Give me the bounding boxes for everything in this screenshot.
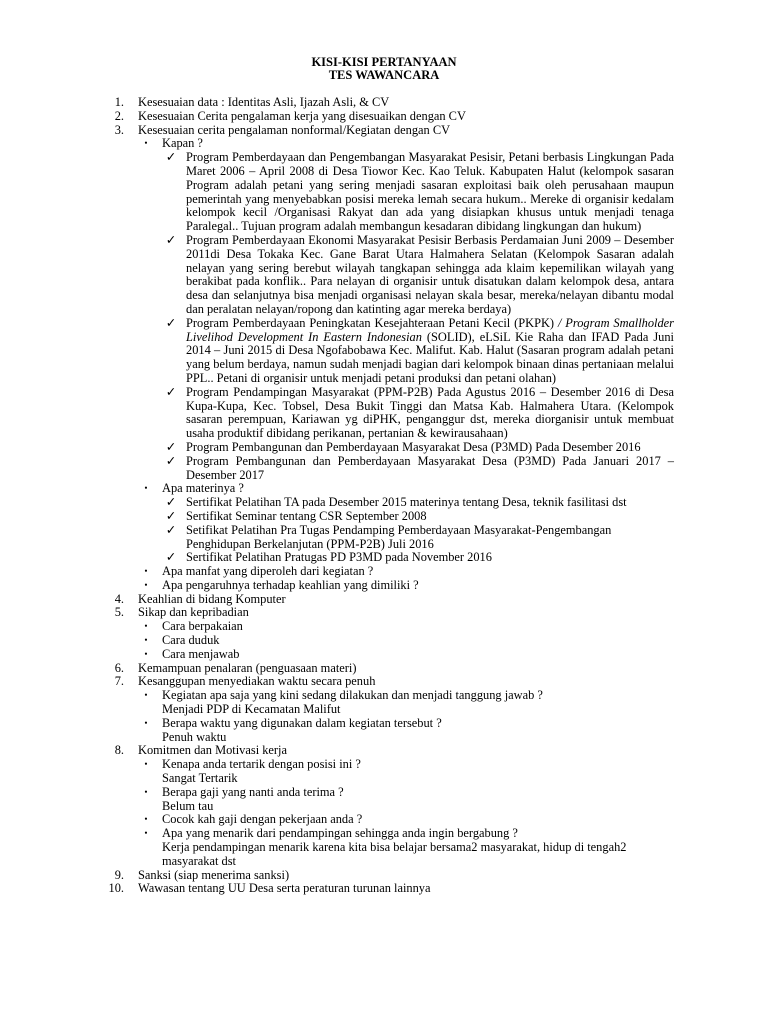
sub-list-item: • Cara berpakaian [112,620,674,634]
bullet-icon: • [144,717,148,728]
check-icon: ✓ [165,315,177,330]
document-title: KISI-KISI PERTANYAAN [311,55,457,69]
sub-list-item: • Apa materinya ? [112,482,674,496]
checklist-item: ✓ Sertifikat Seminar tentang CSR September 2008 [165,508,427,523]
check-icon: ✓ [165,522,177,537]
check-icon: ✓ [165,439,177,454]
checklist-item: ✓ Program Pembangunan dan Pemberdayaan Masyarakat Desa (P3MD) Pada Januari 2017 – Desember 2017 [165,453,674,482]
check-icon: ✓ [165,232,177,247]
checklist-item: ✓ Sertifikat Pelatihan Pratugas PD P3MD pada November 2016 [165,550,492,565]
checklist-item: ✓ Sertifikat Pelatihan TA pada Desember 2015 materinya tentang Desa, teknik fasilitasi dst [165,495,627,510]
check-icon: ✓ [165,495,177,510]
bullet-icon: • [144,690,148,701]
question-list [108,95,675,896]
sub-list-item: • Apa manfat yang diperoleh dari kegiatan ? [112,565,674,579]
sub-list-item: • Apa pengaruhnya terhadap keahlian yang dimiliki ? [112,579,674,593]
sub-list-item: • Berapa waktu yang digunakan dalam kegiatan tersebut ? Penuh waktu [112,717,674,745]
check-icon: ✓ [165,508,177,523]
sub-list-item: • Kegiatan apa saja yang kini sedang dilakukan dan menjadi tanggung jawab ? Menjadi PDP di Kecamatan Malifut [112,689,674,717]
list-item: 9. Sanksi (siap menerima sanksi) [114,867,290,882]
checklist-item: ✓ Program Pendampingan Masyarakat (PPM-P2B) Pada Agustus 2016 – Desember 2016 di Desa Kupa-Kupa, Kec. Tobsel, Desa Bukit Tinggi dan Matsa Kab. Halmahera Utara. (Kelompok sasaran perempuan, Kariawan yg diPHK, penganggur dst, mereka diorganisir untuk membuat usaha produktif dibidang perikanan, pertanian & kewirausahaan) [165,384,674,441]
document-subtitle: TES WAWANCARA [328,68,440,82]
bullet-icon: • [144,138,148,149]
sub-list-item: • Kapan ? [112,137,674,151]
list-item: 2. Kesesuaian Cerita pengalaman kerja yang disesuaikan dengan CV [114,108,466,123]
list-item: 3. Kesesuaian cerita pengalaman nonformal/Kegiatan dengan CV [114,122,451,137]
sub-list-item: • Kenapa anda tertarik dengan posisi ini ? Sangat Tertarik [112,758,674,786]
sub-list-item: • Apa yang menarik dari pendampingan sehingga anda ingin bergabung ? Kerja pendampingan menarik karena kita bisa belajar bersama2 masyarakat, hidup di tengah2 masyarakat dst [112,827,674,868]
list-item: 5. Sikap dan kepribadian [114,605,249,620]
sub-list-item: • Cara menjawab [112,648,674,662]
bullet-icon: • [144,566,148,577]
bullet-icon: • [144,483,148,494]
bullet-icon: • [144,648,148,659]
bullet-icon: • [144,579,148,590]
list-item: 10. Wawasan tentang UU Desa serta peraturan turunan lainnya [108,881,431,896]
sub-list-item: • Cocok kah gaji dengan pekerjaan anda ? [112,813,674,827]
sub-list-item: • Berapa gaji yang nanti anda terima ? Belum tau [112,786,674,814]
list-item: 1. Kesesuaian data : Identitas Asli, Ijazah Asli, & CV [114,95,390,109]
bullet-icon: • [144,759,148,770]
bullet-icon: • [144,828,148,839]
answer-text: Menjadi PDP di Kecamatan Malifut [162,702,341,717]
bullet-icon: • [144,635,148,646]
answer-text: Sangat Tertarik [162,771,238,786]
bullet-icon: • [144,621,148,632]
checklist-item: ✓ Program Pemberdayaan Ekonomi Masyarakat Pesisir Berbasis Perdamaian Juni 2009 – Desember 2011di Desa Tokaka Kec. Gane Barat Utara Halmahera Selatan (Kelompok Sasaran adalah nelayan yang sering berebut wilayah tangkapan sehingga ada klaim kepemilikan wilayah yang berakibat pada konflik.. Para nelayan di organisir untuk disatukan dalam kelompok desa, antara desa dan selanjutnya bisa menjadi organisasi nelayan skala besar, mereka/nelayan dibantu modal dan peralatan nelayan/ropong dan katinting agar mereka berdaya) [165,232,674,316]
list-item: 4. Keahlian di bidang Komputer [114,591,286,606]
answer-text: Penuh waktu [162,729,227,744]
sub-list-item: • Cara duduk [112,634,674,648]
check-icon: ✓ [165,550,177,565]
list-item: 6. Kemampuan penalaran (penguasaan materi) [114,660,357,675]
check-icon: ✓ [165,453,177,468]
list-item: 7. Kesanggupan menyediakan waktu secara penuh [114,674,376,689]
answer-text: Kerja pendampingan menarik karena kita bisa belajar bersama2 masyarakat, hidup di tengah2 masyarakat dst [162,840,627,868]
checklist-item: ✓ Program Pemberdayaan dan Pengembangan Masyarakat Pesisir, Petani berbasis Lingkungan Pada Maret 2006 – April 2008 di Desa Tiowor Kec. Kao Teluk. Kabupaten Halut (kelompok sasaran Program adalah petani yang sering menjadi sasaran exploitasi baik oleh perusahaan maupun pemerintah yang menyebabkan posisi mereka lemah secara hukum.. Mereke di organisir kedalam kelompok kecil /Organisasi Rakyat dan ada yang disiapkan khusus untuk menjadi tenaga Paralegal.. Tujuan program adalah membangun kesadaran dibidang lingkungan dan hukum) [165,150,674,234]
bullet-icon: • [144,786,148,797]
checklist-item: ✓ Program Pembangunan dan Pemberdayaan Masyarakat Desa (P3MD) Pada Desember 2016 [165,439,641,454]
check-icon: ✓ [165,150,177,165]
bullet-icon: • [144,814,148,825]
answer-text: Belum tau [162,798,214,813]
check-icon: ✓ [165,384,177,399]
checklist-item: ✓ Program Pemberdayaan Peningkatan Kesejahteraan Petani Kecil (PKPK) / Program Smallholder Livelihod Development In Eastern Indonesian (SOLID), eLSiL Kie Raha dan IFAD Pada Juni 2014 – Juni 2015 di Desa Ngofabobawa Kec. Malifut. Kab. Halut (Sasaran program adalah petani yang belum berdaya, namun sudah menjadi bagian dari kelompok binaan dinas pertaniaan melalui PPL.. Petani di organisir untuk menjadi petani produksi dan petani olahan) [165,315,675,385]
list-item: 8. Komitmen dan Motivasi kerja [114,743,288,758]
checklist-item: ✓ Setifikat Pelatihan Pra Tugas Pendamping Pemberdayaan Masyarakat-Pengembangan Penghidupan Berkelanjutan (PPM-P2B) Juli 2016 [165,522,612,551]
